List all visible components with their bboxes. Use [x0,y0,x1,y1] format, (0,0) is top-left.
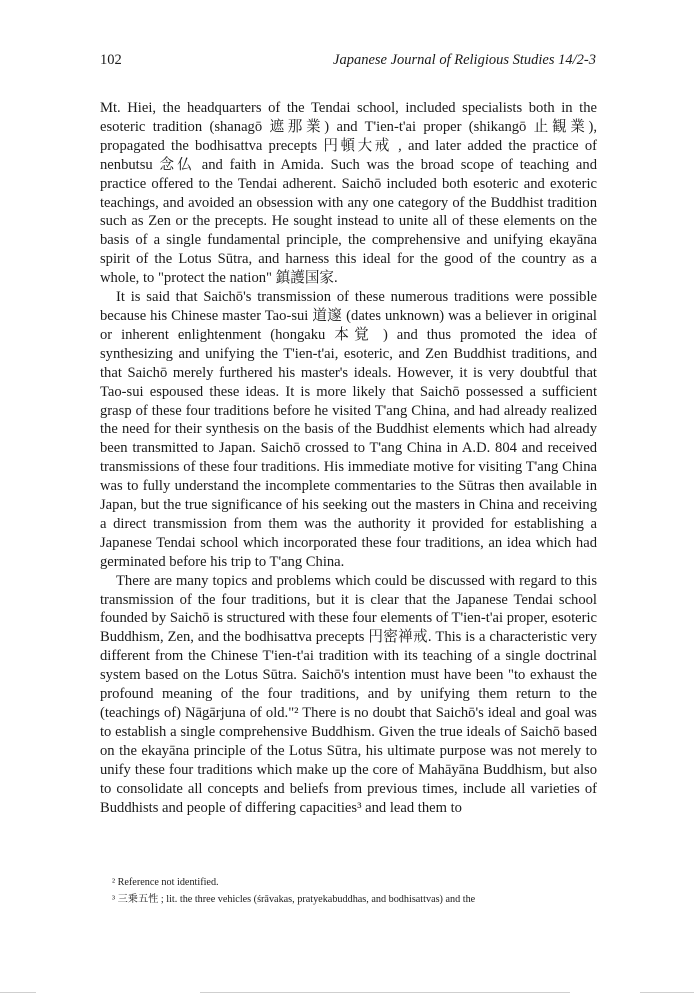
page-header [100,52,596,72]
article-body [100,99,597,817]
footnotes [112,874,598,908]
footnote: ² Reference not identified. [112,877,219,888]
page-number: 102 [100,52,122,68]
scan-edge-line [0,992,36,993]
footnote: ³ 三乗五性 ; lit. the three vehicles (śrāvakas, pratyekabuddhas, and bodhisattvas) and the [112,894,476,905]
paragraph: There are many topics and problems which could be discussed with regard to this transmission of the four traditions, but it is clear that the Japanese Tendai school founded by Saichō is structured with these four elements of T'ien-t'ai proper, esoteric Buddhism, Zen, and the bodhisattva precepts 円密禅戒. This is a characteristic very different from the Chinese T'ien-t'ai tradition with its teaching of a single doctrinal system based on the Lotus Sūtra. Saichō's intention must have been "to exhaust the profound meaning of the four traditions, and by unifying them return to the (teachings of) Nāgārjuna of old."² There is no doubt that Saichō's ideal and goal was to establish a single comprehensive Buddhism. Given the true ideals of Saichō based on the ekayāna principle of the Lotus Sūtra, his ultimate purpose was not merely to unify these four traditions which make up the core of Mahāyāna Buddhism, but also to consolidate all concepts and beliefs from previous times, include all varieties of Buddhists and people of differing capacities³ and lead them to [100,572,597,816]
paragraph: Mt. Hiei, the headquarters of the Tendai school, included specialists both in the esoteric tradition (shanagō 遮那業) and T'ien-t'ai proper (shikangō 止観業), propagated the bodhisattva precepts 円頓大戒 , and later added the practice of nenbutsu 念仏 and faith in Amida. Such was the broad scope of teaching and practice offered to the Tendai adherent. Saichō included both esoteric and exoteric teachings, and avoided an obsession with any one category of the Buddhist tradition such as Zen or the precepts. He sought instead to unite all of these elements on the basis of a single fundamental principle, the comprehensive and unifying ekayāna spirit of the Lotus Sūtra, and harness this ideal for the good of the country as a whole, to "protect the nation" 鎮護国家. [100,100,597,287]
paragraph: It is said that Saichō's transmission of these numerous traditions were possible because his Chinese master Tao-sui 道邃 (dates unknown) was a believer in original or inherent enlightenment (hongaku 本覚 ) and thus promoted the idea of synthesizing and unifying the T'ien-t'ai, esoteric, and Zen Buddhist traditions, and that Saichō merely furthered his master's ideals. However, it is very doubtful that Tao-sui espoused these ideas. It is more likely that Saichō possessed a sufficient grasp of these four traditions before he visited T'ang China, and had already realized the need for their synthesis on the basis of the Buddhist elements which had already been transmitted to Japan. Saichō crossed to T'ang China in A.D. 804 and received transmissions of these four traditions. His immediate motive for visiting T'ang China was to fully understand the incomplete commentaries to the Sūtras then available in Japan, but the true significance of his seeking out the masters in China and receiving a direct transmission from them was the authority it provided for establishing a Japanese Tendai school which incorporated these four traditions, an idea which had germinated before his trip to T'ang China. [100,289,597,570]
scan-edge-line [200,992,570,993]
scan-edge-line [640,992,694,993]
running-title: Japanese Journal of Religious Studies 14/2-3 [333,52,596,68]
